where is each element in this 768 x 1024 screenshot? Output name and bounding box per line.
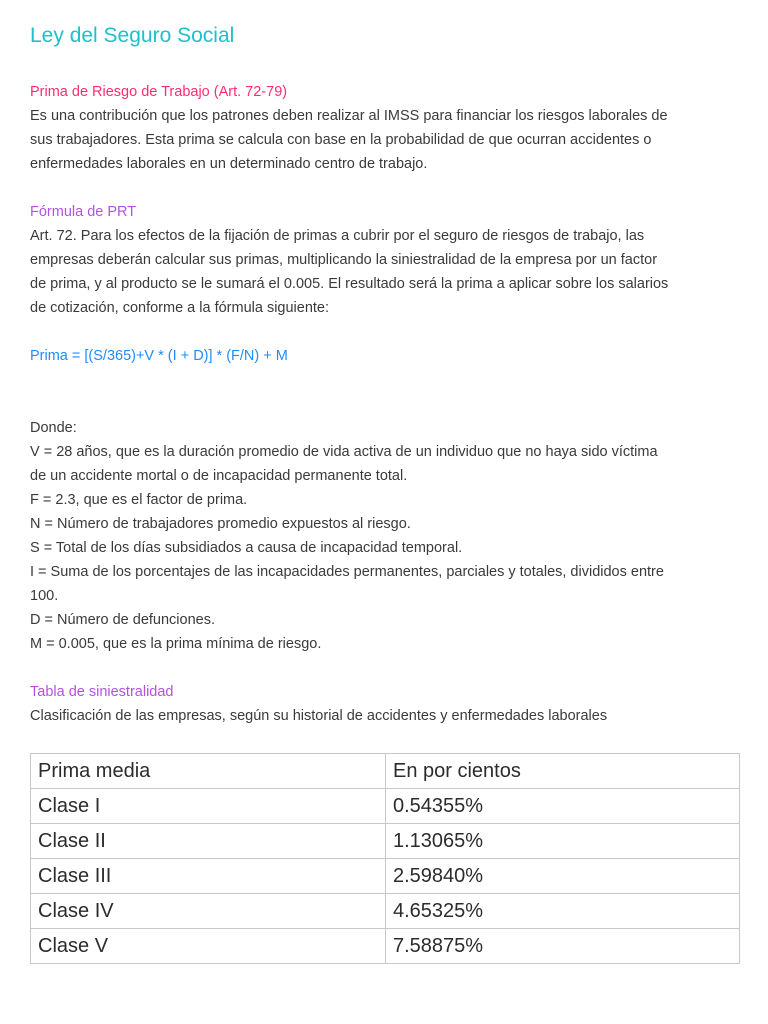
section-tabla-siniestralidad: [30, 680, 738, 964]
paragraph-line: de prima, y al producto se le sumará el 0.005. El resultado será la prima a aplicar sobre los salarios: [30, 276, 669, 292]
definition-line: M = 0.005, que es la prima mínima de riesgo.: [30, 636, 322, 652]
paragraph-line: de cotización, conforme a la fórmula siguiente:: [30, 300, 330, 316]
table-row: [31, 789, 740, 824]
definition-line: S = Total de los días subsidiados a causa de incapacidad temporal.: [30, 540, 463, 556]
section-formula-prt: [30, 200, 738, 368]
paragraph-line: empresas deberán calcular sus primas, multiplicando la siniestralidad de la empresa por un factor: [30, 252, 658, 268]
siniestralidad-table: [30, 753, 740, 964]
definition-line: V = 28 años, que es la duración promedio de vida activa de un individuo que no haya sido víctima: [30, 444, 658, 460]
table-cell: 7.58875%: [386, 929, 740, 964]
section-definitions: [30, 416, 738, 656]
table-row: [31, 824, 740, 859]
paragraph-line: enfermedades laborales en un determinado centro de trabajo.: [30, 156, 428, 172]
section-heading-prima-riesgo: Prima de Riesgo de Trabajo (Art. 72-79): [30, 84, 288, 100]
table-row: [31, 859, 740, 894]
formula-text: Prima = [(S/365)+V * (I + D)] * (F/N) + M: [30, 348, 288, 364]
column-header: Prima media: [31, 754, 386, 789]
table-cell: Clase IV: [31, 894, 386, 929]
table-row: [31, 929, 740, 964]
table-row: [31, 894, 740, 929]
table-cell: Clase V: [31, 929, 386, 964]
table-cell: 1.13065%: [386, 824, 740, 859]
table-cell: 0.54355%: [386, 789, 740, 824]
definition-line: F = 2.3, que es el factor de prima.: [30, 492, 248, 508]
table-description: Clasificación de las empresas, según su historial de accidentes y enfermedades laborales: [30, 708, 608, 724]
table-cell: 2.59840%: [386, 859, 740, 894]
section-heading-tabla: Tabla de siniestralidad: [30, 684, 174, 700]
definitions-label: Donde:: [30, 420, 77, 436]
definition-line: de un accidente mortal o de incapacidad permanente total.: [30, 468, 408, 484]
paragraph-line: sus trabajadores. Esta prima se calcula con base en la probabilidad de que ocurran accidentes o: [30, 132, 652, 148]
paragraph-line: Es una contribución que los patrones deben realizar al IMSS para financiar los riesgos laborales de: [30, 108, 668, 124]
column-header: En por cientos: [386, 754, 740, 789]
definition-line: I = Suma de los porcentajes de las incapacidades permanentes, parciales y totales, divididos entre: [30, 564, 664, 580]
definition-line: N = Número de trabajadores promedio expuestos al riesgo.: [30, 516, 411, 532]
page-title: Ley del Seguro Social: [30, 24, 235, 47]
definition-line: D = Número de defunciones.: [30, 612, 215, 628]
table-cell: 4.65325%: [386, 894, 740, 929]
table-header-row: [31, 754, 740, 789]
definition-line: 100.: [30, 588, 59, 604]
table-cell: Clase II: [31, 824, 386, 859]
table-cell: Clase III: [31, 859, 386, 894]
section-heading-formula-prt: Fórmula de PRT: [30, 204, 137, 220]
table-cell: Clase I: [31, 789, 386, 824]
section-prima-riesgo: [30, 80, 738, 176]
paragraph-line: Art. 72. Para los efectos de la fijación de primas a cubrir por el seguro de riesgos de trabajo, las: [30, 228, 645, 244]
